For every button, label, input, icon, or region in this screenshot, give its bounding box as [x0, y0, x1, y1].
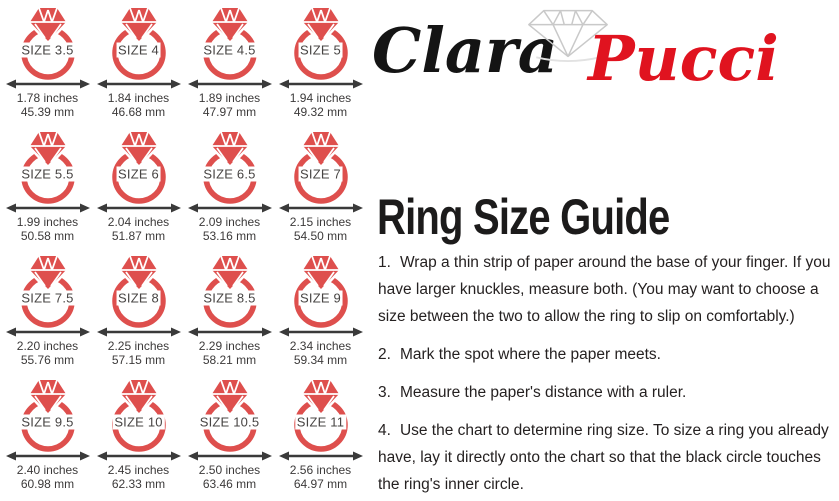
ring-size-cell [93, 253, 184, 377]
ring-measurements [199, 463, 260, 492]
ring-measurements [17, 463, 78, 492]
ring-mm-value: 46.68 mm [111, 105, 166, 120]
ring-inches-value: 2.56 inches [289, 463, 352, 477]
step-number: 2. [378, 346, 391, 363]
ring-size-cell [184, 377, 275, 501]
ring-inches-value: 2.34 inches [289, 339, 352, 353]
ring-diagram [95, 5, 183, 89]
ring-mm-value: 60.98 mm [20, 477, 75, 492]
ring-measurements [17, 339, 78, 368]
ring-size-cell [184, 5, 275, 129]
ring-inches-value: 1.78 inches [16, 91, 79, 105]
ring-diagram [4, 129, 92, 213]
step-text: Use the chart to determine ring size. To size a ring you already have, lay it directly onto the chart so that the black circle touches the ring's inner circle. [378, 422, 829, 493]
ring-measurements [290, 215, 351, 244]
ring-measurements [17, 91, 78, 120]
ring-size-label: SIZE 10 [114, 414, 163, 430]
step-number: 4. [378, 422, 391, 439]
instructions [378, 249, 839, 501]
ring-mm-value: 58.21 mm [202, 353, 257, 368]
ring-mm-value: 57.15 mm [111, 353, 166, 368]
ring-diagram [277, 377, 365, 461]
page-title: Ring Size Guide [377, 189, 670, 245]
ring-inches-value: 2.29 inches [198, 339, 261, 353]
ring-size-label: SIZE 10.5 [199, 414, 260, 430]
ring-size-label: SIZE 11 [296, 414, 345, 430]
ring-inches-value: 2.09 inches [198, 215, 261, 229]
ring-size-label: SIZE 5 [300, 42, 341, 58]
ring-inches-value: 2.40 inches [16, 463, 79, 477]
ring-diagram [277, 5, 365, 89]
ring-mm-value: 54.50 mm [293, 229, 348, 244]
ring-size-label: SIZE 4 [118, 42, 159, 58]
brand-logo [372, 4, 812, 104]
ring-size-label: SIZE 6 [118, 166, 159, 182]
ring-size-label: SIZE 4.5 [203, 42, 256, 58]
brand-name-pucci: Pucci [588, 22, 779, 95]
ring-size-cell [275, 377, 366, 501]
ring-size-cell [2, 129, 93, 253]
ring-measurements [108, 91, 169, 120]
ring-size-cell [2, 253, 93, 377]
step-4 [378, 417, 839, 498]
ring-diagram [95, 129, 183, 213]
ring-diagram [95, 253, 183, 337]
ring-mm-value: 53.16 mm [202, 229, 257, 244]
ring-measurements [108, 339, 169, 368]
ring-size-cell [184, 253, 275, 377]
ring-diagram [4, 5, 92, 89]
brand-name-clara: Clara [372, 14, 558, 87]
ring-mm-value: 51.87 mm [111, 229, 166, 244]
step-number: 3. [378, 384, 391, 401]
ring-size-cell [2, 377, 93, 501]
ring-mm-value: 45.39 mm [20, 105, 75, 120]
ring-inches-value: 1.89 inches [198, 91, 261, 105]
ring-measurements [290, 339, 351, 368]
ring-diagram [186, 129, 274, 213]
ring-size-cell [93, 377, 184, 501]
ring-mm-value: 63.46 mm [202, 477, 257, 492]
ring-mm-value: 59.34 mm [293, 353, 348, 368]
ring-inches-value: 2.15 inches [289, 215, 352, 229]
ring-size-cell [184, 129, 275, 253]
ring-measurements [199, 215, 260, 244]
ring-diagram [4, 377, 92, 461]
ring-mm-value: 64.97 mm [293, 477, 348, 492]
ring-size-label: SIZE 7.5 [21, 290, 74, 306]
ring-mm-value: 62.33 mm [111, 477, 166, 492]
ring-size-label: SIZE 9 [300, 290, 341, 306]
ring-size-cell [93, 5, 184, 129]
ring-size-label: SIZE 5.5 [21, 166, 74, 182]
ring-inches-value: 1.94 inches [289, 91, 352, 105]
step-text: Measure the paper's distance with a ruler. [399, 384, 687, 401]
ring-size-grid [2, 5, 368, 501]
step-2 [378, 341, 839, 368]
step-text: Mark the spot where the paper meets. [399, 346, 661, 363]
ring-size-cell [275, 129, 366, 253]
ring-size-label: SIZE 8.5 [203, 290, 256, 306]
ring-size-cell [275, 253, 366, 377]
ring-size-label: SIZE 6.5 [203, 166, 256, 182]
ring-size-cell [275, 5, 366, 129]
step-number: 1. [378, 254, 391, 271]
ring-mm-value: 50.58 mm [20, 229, 75, 244]
step-text: Wrap a thin strip of paper around the base of your finger. If you have larger knuckles, measure both. (You may want to choose a size between the two to allow the ring to slip on comfortably.) [378, 254, 831, 325]
ring-diagram [95, 377, 183, 461]
step-3 [378, 379, 839, 406]
ring-measurements [108, 215, 169, 244]
step-1 [378, 249, 839, 330]
ring-mm-value: 47.97 mm [202, 105, 257, 120]
ring-diagram [277, 253, 365, 337]
ring-measurements [199, 339, 260, 368]
ring-size-cell [2, 5, 93, 129]
ring-inches-value: 2.04 inches [107, 215, 170, 229]
ring-size-label: SIZE 8 [118, 290, 159, 306]
ring-diagram [186, 253, 274, 337]
ring-measurements [17, 215, 78, 244]
ring-diagram [277, 129, 365, 213]
ring-size-label: SIZE 7 [300, 166, 341, 182]
ring-diagram [4, 253, 92, 337]
ring-size-label: SIZE 9.5 [21, 414, 74, 430]
ring-measurements [199, 91, 260, 120]
ring-inches-value: 1.99 inches [16, 215, 79, 229]
ring-diagram [186, 377, 274, 461]
ring-mm-value: 49.32 mm [293, 105, 348, 120]
ring-measurements [290, 463, 351, 492]
ring-mm-value: 55.76 mm [20, 353, 75, 368]
ring-inches-value: 2.20 inches [16, 339, 79, 353]
ring-measurements [108, 463, 169, 492]
ring-diagram [186, 5, 274, 89]
ring-inches-value: 1.84 inches [107, 91, 170, 105]
ring-inches-value: 2.45 inches [107, 463, 170, 477]
ring-size-cell [93, 129, 184, 253]
ring-measurements [290, 91, 351, 120]
ring-inches-value: 2.50 inches [198, 463, 261, 477]
ring-inches-value: 2.25 inches [107, 339, 170, 353]
ring-size-label: SIZE 3.5 [21, 42, 74, 58]
